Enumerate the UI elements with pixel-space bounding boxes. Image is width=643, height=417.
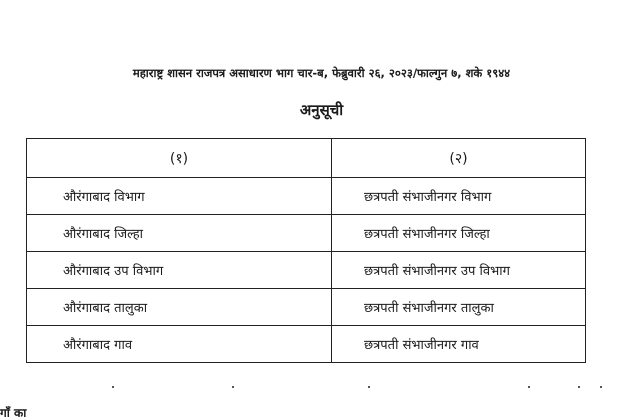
table-row (27, 326, 586, 363)
scan-artifact-dots (0, 382, 643, 392)
scan-dot (578, 386, 580, 388)
scan-dot (232, 386, 234, 388)
schedule-title: अनुसूची (299, 101, 344, 119)
new-name-cell: छत्रपती संभाजीनगर उप विभाग (332, 252, 586, 289)
scan-dot (112, 386, 114, 388)
column-header-2: (२) (332, 139, 586, 178)
cut-off-text-fragment: गाँ का (0, 406, 27, 417)
scan-dot (600, 386, 602, 388)
old-name-cell: औरंगाबाद विभाग (27, 178, 332, 215)
column-header-1: (१) (27, 139, 332, 178)
table-header-row (27, 139, 586, 178)
old-name-cell: औरंगाबाद गाव (27, 326, 332, 363)
old-name-cell: औरंगाबाद उप विभाग (27, 252, 332, 289)
old-name-cell: औरंगाबाद तालुका (27, 289, 332, 326)
schedule-table (26, 138, 586, 363)
table-row (27, 215, 586, 252)
new-name-cell: छत्रपती संभाजीनगर जिल्हा (332, 215, 586, 252)
old-name-cell: औरंगाबाद जिल्हा (27, 215, 332, 252)
table-row (27, 252, 586, 289)
new-name-cell: छत्रपती संभाजीनगर गाव (332, 326, 586, 363)
new-name-cell: छत्रपती संभाजीनगर तालुका (332, 289, 586, 326)
table-row (27, 289, 586, 326)
table-row (27, 178, 586, 215)
gazette-header: महाराष्ट्र शासन राजपत्र असाधारण भाग चार-ब, फेब्रुवारी २६, २०२३/फाल्गुन ७, शके १९४४ (132, 66, 511, 80)
scan-dot (368, 386, 370, 388)
new-name-cell: छत्रपती संभाजीनगर विभाग (332, 178, 586, 215)
scan-dot (528, 386, 530, 388)
